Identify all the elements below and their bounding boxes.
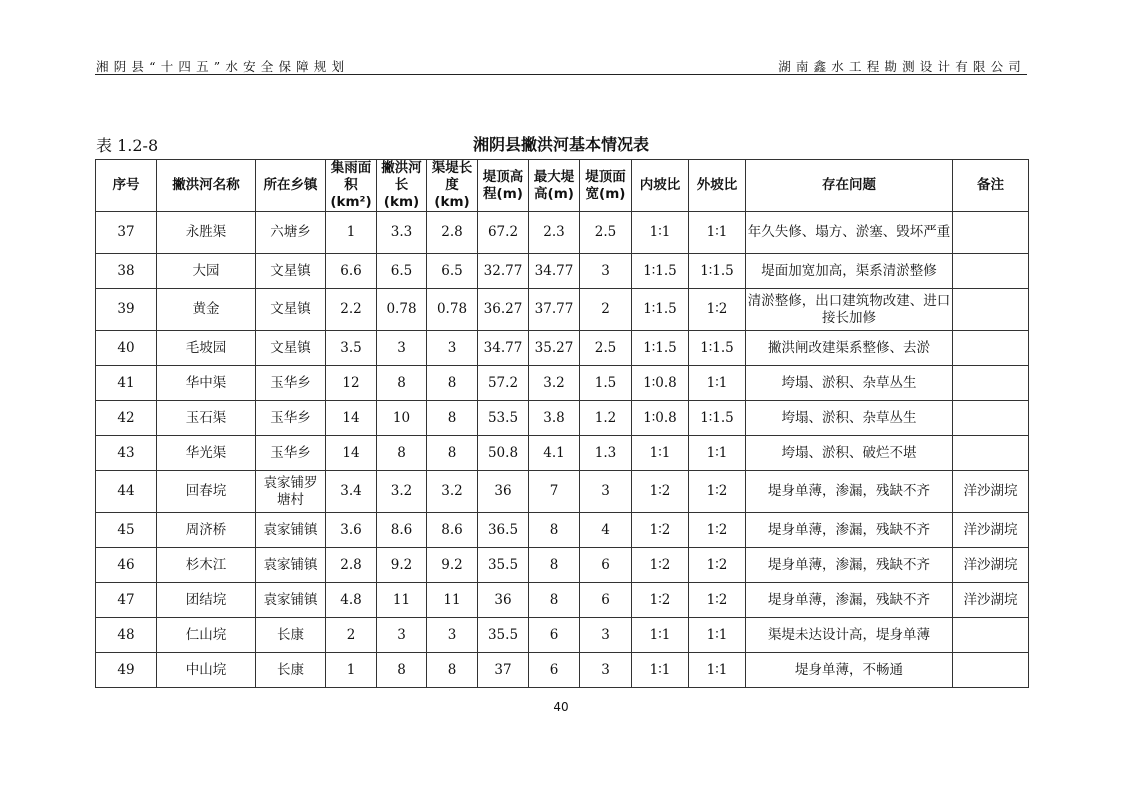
table-cell: 1.2 xyxy=(580,401,632,436)
table-cell: 43 xyxy=(96,436,157,471)
table-cell xyxy=(953,618,1029,653)
table-row xyxy=(96,436,1029,471)
column-header xyxy=(326,160,377,212)
table-row xyxy=(96,653,1029,688)
table-cell: 8 xyxy=(529,513,580,548)
table-cell: 36 xyxy=(478,471,529,513)
table-cell: 1∶1.5 xyxy=(689,254,746,289)
table-cell: 67.2 xyxy=(478,212,529,254)
table-cell: 3.5 xyxy=(326,331,377,366)
column-header xyxy=(529,160,580,212)
table-cell xyxy=(953,254,1029,289)
table-cell: 40 xyxy=(96,331,157,366)
table-row xyxy=(96,401,1029,436)
table-cell: 玉石渠 xyxy=(157,401,256,436)
table-cell: 34.77 xyxy=(478,331,529,366)
table-cell: 8 xyxy=(377,653,427,688)
table-cell: 2 xyxy=(326,618,377,653)
table-cell: 1∶0.8 xyxy=(632,366,689,401)
table-cell: 57.2 xyxy=(478,366,529,401)
table-cell: 华光渠 xyxy=(157,436,256,471)
column-header-unit: 高(m) xyxy=(534,185,574,202)
table-header xyxy=(96,160,1029,212)
column-header xyxy=(96,160,157,212)
table-cell: 1∶1.5 xyxy=(632,289,689,331)
table-cell xyxy=(953,331,1029,366)
table-cell: 8 xyxy=(427,401,478,436)
table-cell: 8 xyxy=(427,436,478,471)
table-row xyxy=(96,618,1029,653)
table-row xyxy=(96,366,1029,401)
column-header xyxy=(746,160,953,212)
table-cell: 36 xyxy=(478,583,529,618)
table-cell: 1∶2 xyxy=(689,548,746,583)
table-cell: 7 xyxy=(529,471,580,513)
table-cell: 46 xyxy=(96,548,157,583)
table-cell: 堤身单薄，渗漏，残缺不齐 xyxy=(746,513,953,548)
table-cell: 6 xyxy=(529,618,580,653)
table-row xyxy=(96,471,1029,513)
table-cell: 1∶2 xyxy=(632,513,689,548)
table-cell: 41 xyxy=(96,366,157,401)
column-header xyxy=(953,160,1029,212)
table-cell: 2.3 xyxy=(529,212,580,254)
table-cell: 8 xyxy=(377,436,427,471)
column-header-label: 渠堤长 xyxy=(431,160,473,176)
table-cell: 玉华乡 xyxy=(256,436,326,471)
table-cell: 1∶2 xyxy=(689,583,746,618)
table-cell: 1∶1 xyxy=(689,653,746,688)
table-cell: 垮塌、淤积、杂草丛生 xyxy=(746,366,953,401)
table-cell: 3 xyxy=(427,331,478,366)
table-cell: 堤身单薄，不畅通 xyxy=(746,653,953,688)
column-header-unit: 长(km) xyxy=(383,177,420,210)
table-cell xyxy=(953,401,1029,436)
column-header-label: 集雨面 xyxy=(330,160,372,176)
table-cell: 玉华乡 xyxy=(256,366,326,401)
column-header-label: 外坡比 xyxy=(696,177,738,193)
column-header-label: 内坡比 xyxy=(639,177,681,193)
table-cell: 9.2 xyxy=(427,548,478,583)
table-cell: 50.8 xyxy=(478,436,529,471)
table-cell: 周济桥 xyxy=(157,513,256,548)
table-cell: 文星镇 xyxy=(256,289,326,331)
column-header-unit: 积(km²) xyxy=(330,177,372,210)
table-cell: 团结垸 xyxy=(157,583,256,618)
table-cell: 37.77 xyxy=(529,289,580,331)
table-cell: 36.27 xyxy=(478,289,529,331)
table-cell: 3.4 xyxy=(326,471,377,513)
header-rule xyxy=(95,74,1027,75)
column-header xyxy=(580,160,632,212)
table-row xyxy=(96,254,1029,289)
column-header xyxy=(632,160,689,212)
table-cell: 8 xyxy=(529,548,580,583)
page-number: 40 xyxy=(553,700,569,714)
table-cell: 2.2 xyxy=(326,289,377,331)
table-cell: 53.5 xyxy=(478,401,529,436)
table-cell: 堤身单薄，渗漏，残缺不齐 xyxy=(746,583,953,618)
table-cell: 3 xyxy=(377,331,427,366)
column-header-label: 所在乡镇 xyxy=(263,177,318,193)
table-cell: 48 xyxy=(96,618,157,653)
column-header xyxy=(157,160,256,212)
table-cell: 45 xyxy=(96,513,157,548)
table-cell xyxy=(953,212,1029,254)
table-row xyxy=(96,583,1029,618)
column-header xyxy=(478,160,529,212)
table-cell: 1∶1.5 xyxy=(632,254,689,289)
table-cell: 14 xyxy=(326,436,377,471)
table-cell: 6.5 xyxy=(427,254,478,289)
table-cell: 47 xyxy=(96,583,157,618)
table-title: 湘阴县撇洪河基本情况表 xyxy=(472,135,649,154)
table-cell: 6 xyxy=(580,548,632,583)
column-header-label: 最大堤 xyxy=(533,168,575,185)
table-cell: 1∶1 xyxy=(632,653,689,688)
table-cell: 36.5 xyxy=(478,513,529,548)
table-row xyxy=(96,548,1029,583)
table-cell: 清淤整修，出口建筑物改建、进口接长加修 xyxy=(746,289,953,331)
table-cell: 文星镇 xyxy=(256,331,326,366)
table-cell: 2.5 xyxy=(580,331,632,366)
table-cell: 1∶1.5 xyxy=(689,331,746,366)
table-cell: 中山垸 xyxy=(157,653,256,688)
table-cell: 6 xyxy=(529,653,580,688)
table-cell: 仁山垸 xyxy=(157,618,256,653)
table-cell: 2.8 xyxy=(326,548,377,583)
table-cell: 12 xyxy=(326,366,377,401)
table-cell: 洋沙湖垸 xyxy=(953,513,1029,548)
table-cell: 1∶1.5 xyxy=(632,331,689,366)
table-cell: 6.6 xyxy=(326,254,377,289)
table-cell: 37 xyxy=(96,212,157,254)
table-cell: 3.2 xyxy=(427,471,478,513)
column-header-label: 堤顶面 xyxy=(585,168,626,185)
table-cell: 六塘乡 xyxy=(256,212,326,254)
table-cell xyxy=(953,366,1029,401)
column-header-label: 备注 xyxy=(977,177,1004,193)
table-cell: 1.3 xyxy=(580,436,632,471)
table-cell: 垮塌、淤积、破烂不堪 xyxy=(746,436,953,471)
column-header xyxy=(427,160,478,212)
table-cell: 35.27 xyxy=(529,331,580,366)
table-cell: 8.6 xyxy=(377,513,427,548)
table-cell: 44 xyxy=(96,471,157,513)
table-cell: 32.77 xyxy=(478,254,529,289)
column-header xyxy=(689,160,746,212)
table-cell: 3.8 xyxy=(529,401,580,436)
table-cell: 垮塌、淤积、杂草丛生 xyxy=(746,401,953,436)
table-cell: 长康 xyxy=(256,618,326,653)
table-cell: 撇洪闸改建渠系整修、去淤 xyxy=(746,331,953,366)
table-cell: 大园 xyxy=(157,254,256,289)
table-cell: 1∶1 xyxy=(689,366,746,401)
table-cell: 袁家铺镇 xyxy=(256,513,326,548)
column-header-label: 撇洪河名称 xyxy=(172,177,240,193)
table-cell: 1∶1 xyxy=(689,212,746,254)
table-row xyxy=(96,513,1029,548)
column-header-label: 撇洪河 xyxy=(381,160,422,176)
table-cell: 3 xyxy=(580,254,632,289)
table-cell: 11 xyxy=(427,583,478,618)
table-cell: 袁家铺镇 xyxy=(256,583,326,618)
drainage-table xyxy=(95,159,1029,688)
table-cell: 1∶2 xyxy=(689,471,746,513)
table-row xyxy=(96,289,1029,331)
table-cell: 1 xyxy=(326,653,377,688)
table-cell: 1.5 xyxy=(580,366,632,401)
table-cell: 3.3 xyxy=(377,212,427,254)
table-cell: 4.8 xyxy=(326,583,377,618)
table-cell: 2.8 xyxy=(427,212,478,254)
table-cell: 49 xyxy=(96,653,157,688)
table-cell: 42 xyxy=(96,401,157,436)
table-cell: 玉华乡 xyxy=(256,401,326,436)
table-cell: 1∶2 xyxy=(689,289,746,331)
table-cell: 0.78 xyxy=(427,289,478,331)
table-body xyxy=(96,212,1029,688)
table-cell: 1∶1 xyxy=(689,618,746,653)
table-cell: 1∶2 xyxy=(632,583,689,618)
table-number: 表 1.2-8 xyxy=(96,136,159,155)
table-cell: 1∶2 xyxy=(689,513,746,548)
table-cell xyxy=(953,289,1029,331)
column-header xyxy=(377,160,427,212)
table-cell: 3.6 xyxy=(326,513,377,548)
header-left: 湘阴县“十四五”水安全保障规划 xyxy=(96,59,350,74)
table-cell: 堤身单薄，渗漏，残缺不齐 xyxy=(746,471,953,513)
table-cell: 袁家铺罗塘村 xyxy=(256,471,326,513)
header-right: 湖南鑫水工程勘测设计有限公司 xyxy=(778,59,1026,74)
table-cell: 9.2 xyxy=(377,548,427,583)
table-cell: 8 xyxy=(377,366,427,401)
table-cell: 黄金 xyxy=(157,289,256,331)
column-header-unit: 宽(m) xyxy=(585,185,626,202)
table-cell: 洋沙湖垸 xyxy=(953,583,1029,618)
table-cell: 袁家铺镇 xyxy=(256,548,326,583)
table-cell: 3 xyxy=(580,471,632,513)
table-cell: 10 xyxy=(377,401,427,436)
table-cell: 4.1 xyxy=(529,436,580,471)
table-cell: 1∶1 xyxy=(632,618,689,653)
table-cell: 1∶1 xyxy=(632,436,689,471)
table-cell: 长康 xyxy=(256,653,326,688)
table-cell: 毛坡园 xyxy=(157,331,256,366)
table-cell: 洋沙湖垸 xyxy=(953,471,1029,513)
table-cell xyxy=(953,653,1029,688)
table-cell: 2.5 xyxy=(580,212,632,254)
table-cell: 4 xyxy=(580,513,632,548)
column-header-label: 存在问题 xyxy=(822,177,876,193)
table-row xyxy=(96,331,1029,366)
table-cell: 洋沙湖垸 xyxy=(953,548,1029,583)
column-header-unit: 程(m) xyxy=(483,185,523,202)
table-cell: 35.5 xyxy=(478,548,529,583)
table-cell: 6.5 xyxy=(377,254,427,289)
column-header-unit: 度(km) xyxy=(434,177,470,210)
table-cell: 回春垸 xyxy=(157,471,256,513)
table-cell: 8.6 xyxy=(427,513,478,548)
table-cell: 39 xyxy=(96,289,157,331)
table-cell: 堤面加宽加高，渠系清淤整修 xyxy=(746,254,953,289)
table-cell: 8 xyxy=(427,653,478,688)
table-cell: 3 xyxy=(377,618,427,653)
table-cell: 1∶1.5 xyxy=(689,401,746,436)
table-cell: 1 xyxy=(326,212,377,254)
table-cell: 35.5 xyxy=(478,618,529,653)
column-header-label: 序号 xyxy=(112,177,140,193)
table-row xyxy=(96,212,1029,254)
table-cell: 1∶2 xyxy=(632,471,689,513)
table-cell: 34.77 xyxy=(529,254,580,289)
table-cell: 渠堤未达设计高，堤身单薄 xyxy=(746,618,953,653)
table-cell: 6 xyxy=(580,583,632,618)
column-header-label: 堤顶高 xyxy=(482,168,524,185)
column-header xyxy=(256,160,326,212)
table-cell: 3.2 xyxy=(529,366,580,401)
table-cell: 永胜渠 xyxy=(157,212,256,254)
table-cell: 3.2 xyxy=(377,471,427,513)
table-cell: 杉木江 xyxy=(157,548,256,583)
table-cell: 0.78 xyxy=(377,289,427,331)
table-cell: 1∶1 xyxy=(632,212,689,254)
table-cell: 3 xyxy=(580,618,632,653)
table-cell: 华中渠 xyxy=(157,366,256,401)
table-cell: 2 xyxy=(580,289,632,331)
table-cell: 3 xyxy=(580,653,632,688)
table-cell: 8 xyxy=(529,583,580,618)
table-cell: 1∶1 xyxy=(689,436,746,471)
table-cell: 文星镇 xyxy=(256,254,326,289)
table-cell: 37 xyxy=(478,653,529,688)
table-cell: 3 xyxy=(427,618,478,653)
table-cell: 年久失修、塌方、淤塞、毁坏严重 xyxy=(746,212,953,254)
table-cell: 1∶2 xyxy=(632,548,689,583)
table-cell: 38 xyxy=(96,254,157,289)
table-cell: 堤身单薄，渗漏，残缺不齐 xyxy=(746,548,953,583)
table-cell: 14 xyxy=(326,401,377,436)
table-cell xyxy=(953,436,1029,471)
table-cell: 11 xyxy=(377,583,427,618)
table-cell: 8 xyxy=(427,366,478,401)
table-cell: 1∶0.8 xyxy=(632,401,689,436)
